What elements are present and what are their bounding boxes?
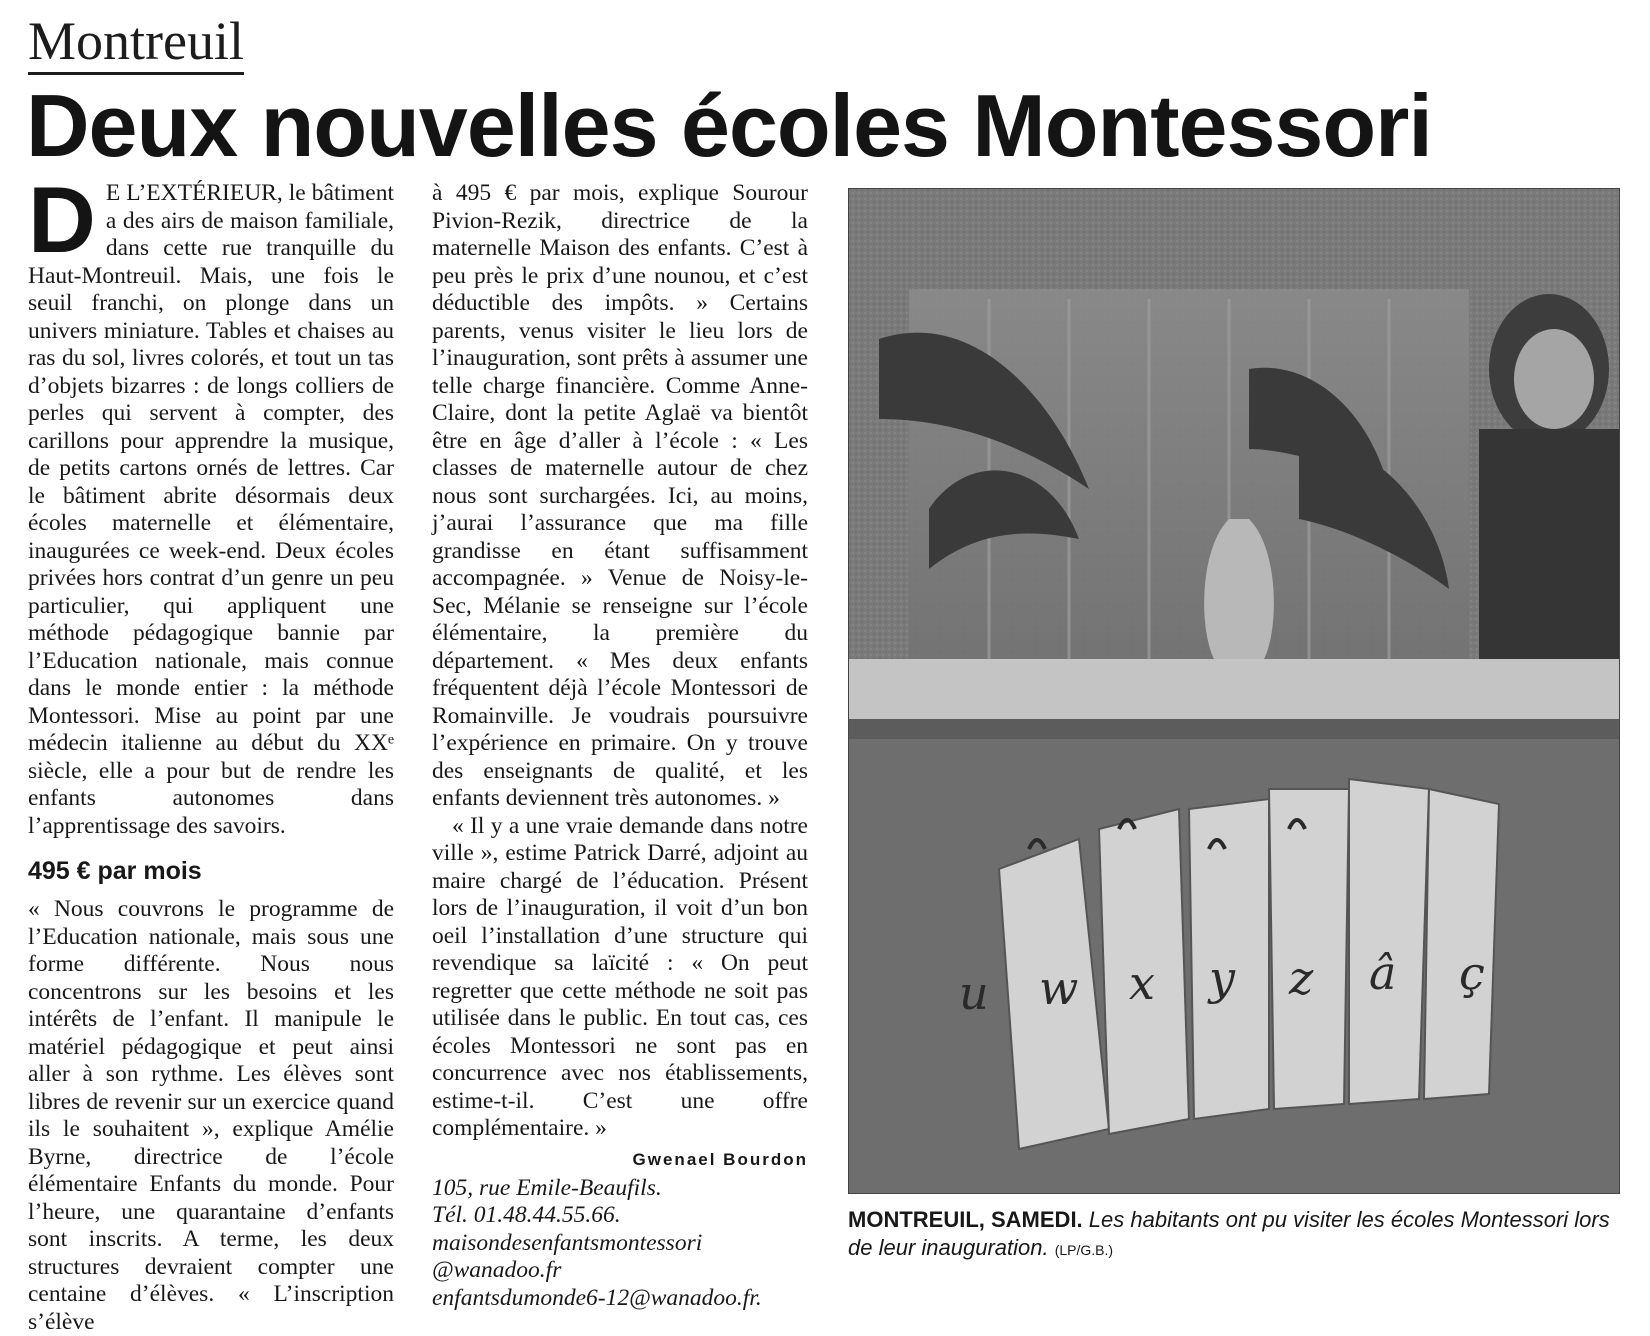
photo-caption [848, 1206, 1628, 1264]
paragraph: « Il y a une vraie demande dans notre ville », estime Patrick Darré, adjoint au maire chargé de l’éducation. Présent lors de l’inauguration, il voit d’un bon oeil l’installation d’une structure qui revendique sa laïcité : « On peut regretter que cette méthode ne soit pas utilisée dans le public. En tout cas, ces écoles Montessori ne sont pas en concurrence avec nos établissements, estime-t-il. C’est une offre complémentaire. » [432, 812, 808, 1141]
caption-text: Les habitants ont pu visiter les écoles Montessori lors de leur inauguration. [848, 1207, 1610, 1260]
lead-paragraph: D E L’EXTÉRIEUR, le bâtiment a des airs de maison familiale, dans cette rue tranquille du Haut-Montreuil. Mais, une fois le seuil franchi, on plonge dans un univers miniature. Tables et chaises au ras du sol, livres colorés, et tout un tas d’objets bizarres : de longs colliers de perles qui servent à compter, des carillons pour apprendre la musique, de petits cartons ornés de lettres. Car le bâtiment abrite désormais deux écoles maternelle et élémentaire, inaugurées ce week-end. Deux écoles privées hors contrat d’un genre un peu particulier, qui appliquent une méthode pédagogique bannie par l’Education nationale, mais connue dans le monde entier : la méthode Montessori. Mise au point par une médecin italienne au début du XXᵉ siècle, elle a pour but de rendre les enfants autonomes dans l’apprentissage des savoirs. [28, 167, 394, 839]
subheading: 495 € par mois [28, 857, 202, 885]
address-line: enfantsdumonde6-12@wanadoo.fr. [432, 1284, 762, 1311]
card-letter: x [1129, 956, 1155, 1010]
byline: Gwenael Bourdon [632, 1149, 808, 1169]
caption-credit: (LP/G.B.) [1054, 1242, 1114, 1258]
news-photo [848, 188, 1620, 1194]
headline: Deux nouvelles écoles Montessori [26, 76, 1432, 175]
address-block [432, 1175, 808, 1313]
card-letter: y [1209, 951, 1235, 1005]
paragraph: à 495 € par mois, explique Sourour Pivion-Rezik, directrice de la maternelle Maison des enfants. C’est à peu près le prix d’une nounou, et c’est déductible des impôts. » Certains parents, venus visiter le lieu lors de l’inauguration, sont prêts à assumer une telle charge financière. Comme Anne-Claire, dont la petite Aglaë va bientôt être en âge d’aller à l’école : « Les classes de maternelle autour de chez nous sont surchargées. Ici, au moins, j’aurai l’assurance que ma fille grandisse en étant suffisamment accompagnée. » Venue de Noisy-le-Sec, Mélanie se renseigne sur l’école élémentaire, la première du département. « Mes deux enfants fréquentent déjà l’école Montessori de Romainville. Je voudrais poursuivre l’expérience en primaire. On y trouve des enseignants de qualité, et les enfants deviennent très autonomes. » [432, 180, 808, 811]
card-letter: z [1289, 951, 1314, 1005]
address-line: @wanadoo.fr [432, 1257, 562, 1283]
card-letter: w [1039, 961, 1079, 1015]
caption-lead: MONTREUIL, SAMEDI. [848, 1207, 1083, 1232]
drop-cap: D [28, 167, 96, 272]
card-letter: u [959, 966, 989, 1020]
section-kicker: Montreuil [28, 12, 244, 75]
address-line: Tél. 01.48.44.55.66. [432, 1202, 621, 1228]
card-letter: â [1369, 946, 1397, 1000]
card-letter: ç [1459, 946, 1485, 1000]
photo-illustration [849, 189, 1619, 1193]
address-line: 105, rue Emile-Beaufils. [432, 1174, 662, 1201]
article-column-2 [432, 180, 808, 1312]
paragraph: « Nous couvrons le programme de l’Education nationale, mais sous une forme différente. Nous nous concentrons sur les besoins et les intérêts de l’enfant. Il manipule le matériel pédagogique et peut ainsi aller à son rythme. Les élèves sont libres de revenir sur un exercice quand ils le souhaitent », explique Amélie Byrne, directrice de l’école élémentaire Enfants du monde. Pour l’heure, une quarantaine d’enfants sont inscrits. A terme, les deux structures devraient compter une centaine d’élèves. « L’inscription s’élève [28, 896, 394, 1335]
article-column-1 [28, 167, 394, 1336]
address-line: maisondesenfantsmontessori [432, 1229, 703, 1256]
